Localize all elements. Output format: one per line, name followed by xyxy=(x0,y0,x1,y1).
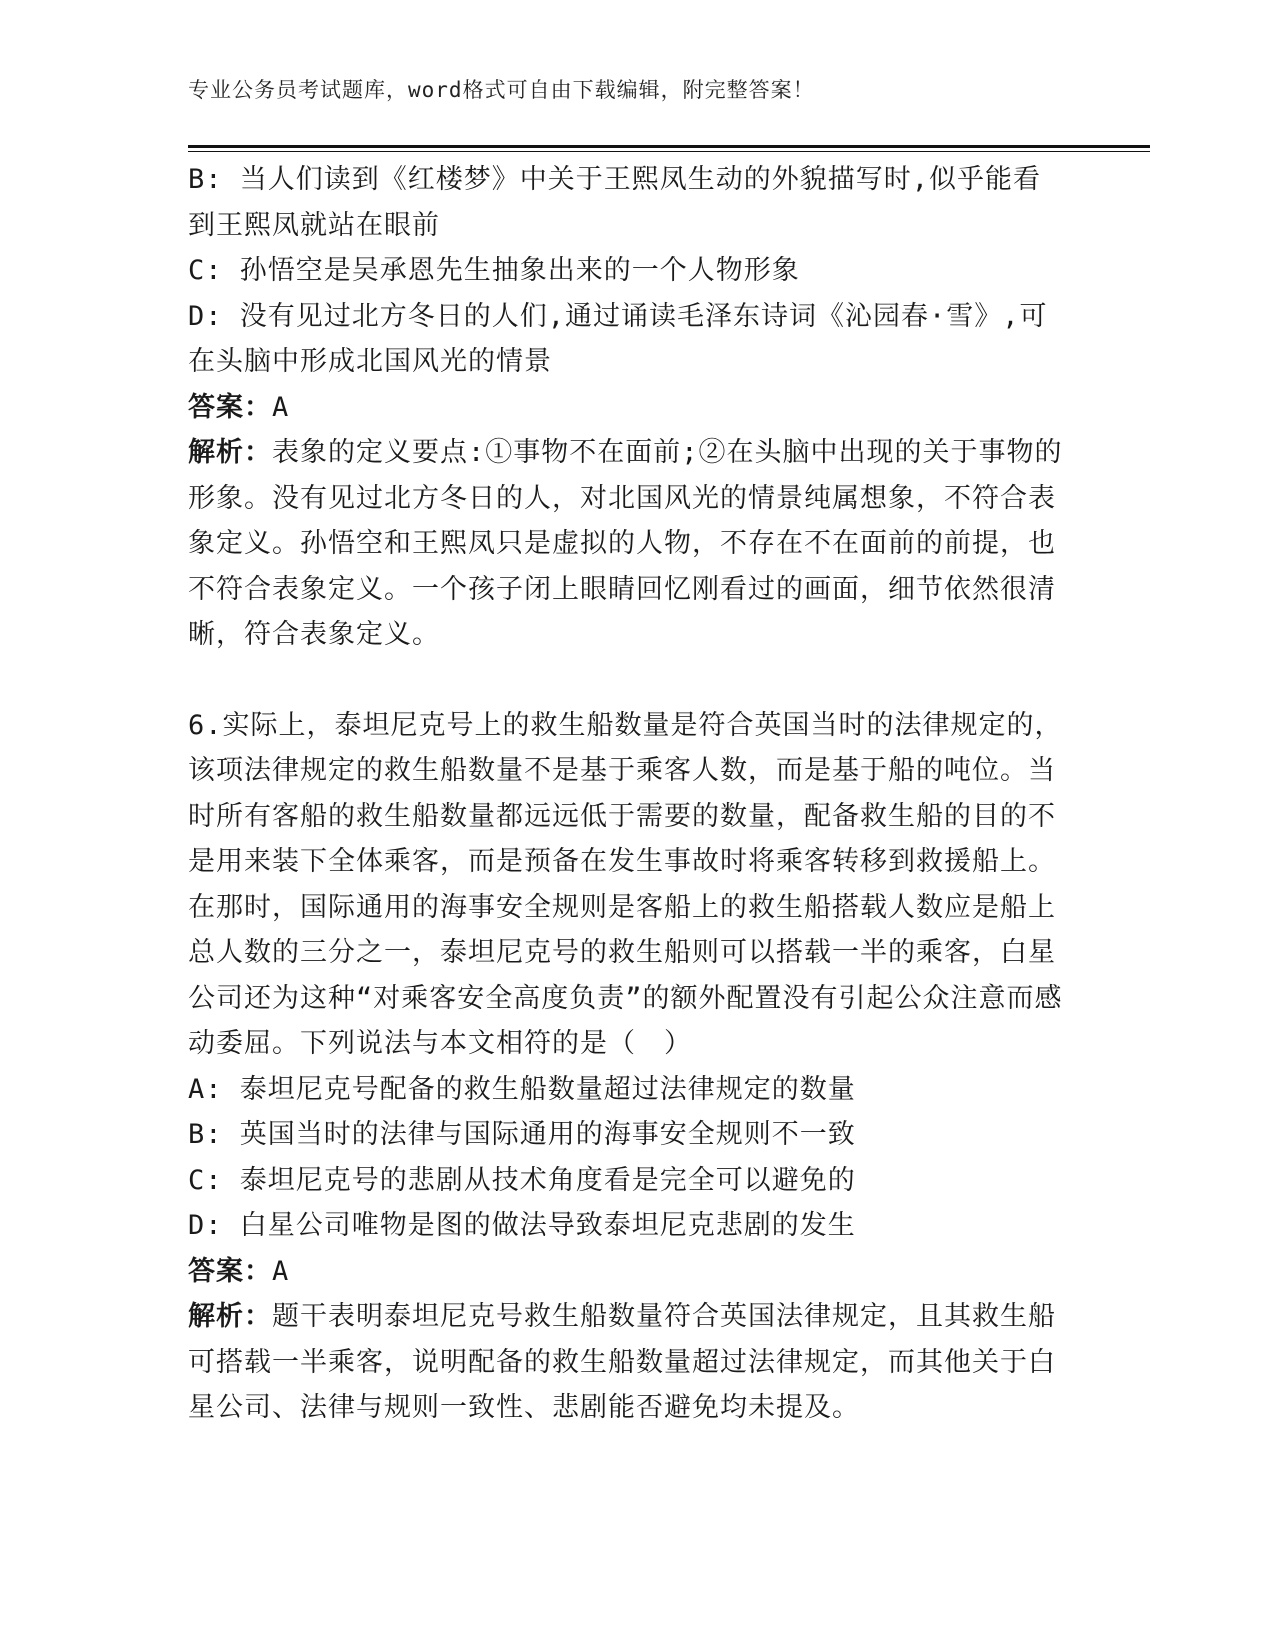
document-body xyxy=(188,157,1068,1431)
q5-analysis xyxy=(188,430,1068,658)
q6-analysis xyxy=(188,1294,1068,1431)
q6-option-d: D: 白星公司唯物是图的做法导致泰坦尼克悲剧的发生 xyxy=(188,1210,856,1241)
question-spacer xyxy=(188,658,1068,703)
q6-answer xyxy=(188,1249,1068,1295)
q5-answer-value: A xyxy=(272,391,290,423)
q6-option-c: C: 泰坦尼克号的悲剧从技术角度看是完全可以避免的 xyxy=(188,1164,856,1196)
q6-option-b: B: 英国当时的法律与国际通用的海事安全规则不一致 xyxy=(188,1119,856,1150)
q5-analysis-label: 解析： xyxy=(188,437,272,468)
q5-analysis-text: 表象的定义要点:①事物不在面前;②在头脑中出现的关于事物的形象。没有见过北方冬日的人，对北国风光的情景纯属想象，不符合表象定义。孙悟空和王熙凤只是虚拟的人物，不存在不在面前的前提，也不符合表象定义。一个孩子闭上眼睛回忆刚看过的画面，细节依然很清晰，符合表象定义。 xyxy=(188,437,1063,650)
q5-answer xyxy=(188,385,1068,431)
q6-answer-label: 答案： xyxy=(188,1255,272,1287)
q6-analysis-label: 解析： xyxy=(188,1301,272,1332)
q5-option-c: C: 孙悟空是吴承恩先生抽象出来的一个人物形象 xyxy=(188,255,800,286)
header-divider-thin xyxy=(188,151,1150,152)
q6-option-a: A: 泰坦尼克号配备的救生船数量超过法律规定的数量 xyxy=(188,1073,856,1105)
page-header: 专业公务员考试题库，word格式可自由下载编辑，附完整答案！ xyxy=(188,78,815,102)
q5-option-d: D: 没有见过北方冬日的人们,通过诵读毛泽东诗词《沁园春·雪》,可在头脑中形成北国风光的情景 xyxy=(188,300,1048,377)
q6-analysis-text: 题干表明泰坦尼克号救生船数量符合英国法律规定，且其救生船可搭载一半乘客，说明配备的救生船数量超过法律规定，而其他关于白星公司、法律与规则一致性、悲剧能否避免均未提及。 xyxy=(188,1301,1056,1423)
q6-answer-value: A xyxy=(272,1255,290,1287)
q5-option-b: B: 当人们读到《红楼梦》中关于王熙凤生动的外貌描写时,似乎能看到王熙凤就站在眼前 xyxy=(188,164,1042,241)
q6-stem: 6.实际上，泰坦尼克号上的救生船数量是符合英国当时的法律规定的，该项法律规定的救生船数量不是基于乘客人数，而是基于船的吨位。当时所有客船的救生船数量都远远低于需要的数量，配备救生船的目的不是用来装下全体乘客，而是预备在发生事故时将乘客转移到救援船上。在那时，国际通用的海事安全规则是客船上的救生船搭载人数应是船上总人数的三分之一，泰坦尼克号的救生船则可以搭载一半的乘客，白星公司还为这种“对乘客安全高度负责”的额外配置没有引起公众注意而感动委屈。下列说法与本文相符的是（ ） xyxy=(188,709,1063,1059)
q5-answer-label: 答案： xyxy=(188,391,272,423)
header-divider-thick xyxy=(188,145,1150,148)
